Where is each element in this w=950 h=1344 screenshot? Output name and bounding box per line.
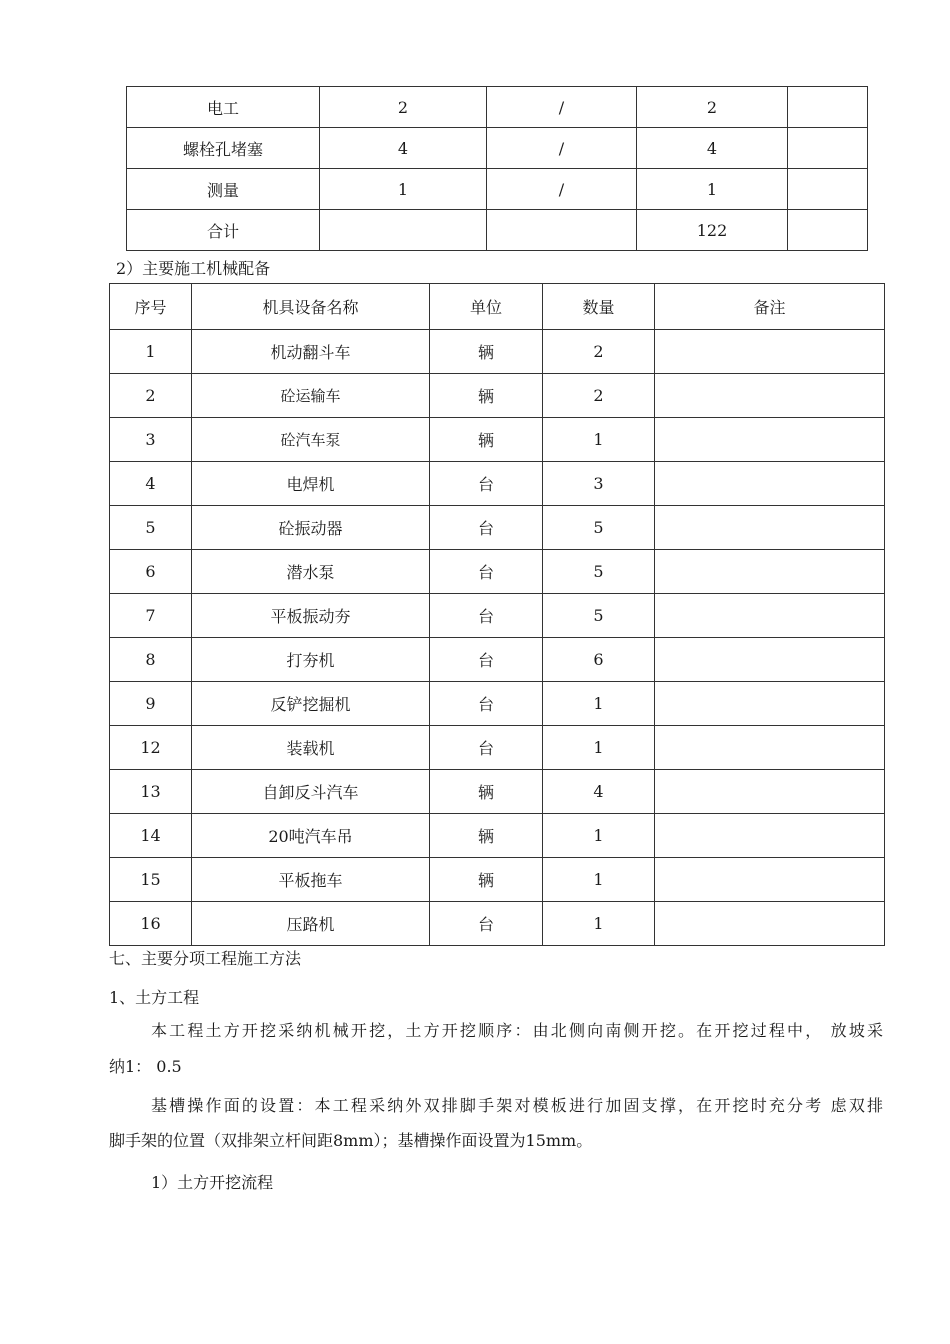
paragraph2-line1: 基槽操作面的设置：本工程采纳外双排脚手架对模板进行加固支撑，在开挖时充分考 虑双排 <box>151 1096 883 1115</box>
equipment-row <box>110 550 885 594</box>
equipment-cell-remarks <box>655 770 885 814</box>
equipment-cell-quantity: 1 <box>543 682 655 726</box>
equipment-cell-name: 反铲挖掘机 <box>192 682 430 726</box>
equipment-row <box>110 506 885 550</box>
equipment-cell-quantity: 5 <box>543 594 655 638</box>
equipment-cell-index: 8 <box>110 638 192 682</box>
equipment-cell-index: 12 <box>110 726 192 770</box>
paragraph1-line2: 纳1： 0.5 <box>109 1057 182 1076</box>
equipment-cell-unit: 台 <box>430 506 543 550</box>
equipment-row <box>110 902 885 946</box>
equipment-cell-name: 自卸反斗汽车 <box>192 770 430 814</box>
equipment-cell-name: 砼振动器 <box>192 506 430 550</box>
labor-cell-count-b <box>487 210 637 251</box>
equipment-cell-quantity: 2 <box>543 330 655 374</box>
header-unit: 单位 <box>430 284 543 330</box>
equipment-cell-name: 砼运输车 <box>192 374 430 418</box>
labor-cell-count-b: / <box>487 128 637 169</box>
equipment-row <box>110 594 885 638</box>
labor-row <box>127 128 868 169</box>
equipment-cell-index: 9 <box>110 682 192 726</box>
labor-cell-note <box>788 128 868 169</box>
equipment-row <box>110 770 885 814</box>
equipment-row <box>110 682 885 726</box>
equipment-row <box>110 726 885 770</box>
equipment-cell-remarks <box>655 418 885 462</box>
section-heading: 七、主要分项工程施工方法 <box>109 949 302 968</box>
labor-cell-role: 测量 <box>127 169 320 210</box>
equipment-cell-name: 潜水泵 <box>192 550 430 594</box>
labor-row <box>127 169 868 210</box>
labor-cell-total: 2 <box>637 87 788 128</box>
labor-cell-total: 4 <box>637 128 788 169</box>
header-quantity: 数量 <box>543 284 655 330</box>
labor-cell-total: 1 <box>637 169 788 210</box>
equipment-cell-quantity: 6 <box>543 638 655 682</box>
subitem-heading: 1）土方开挖流程 <box>151 1173 274 1192</box>
equipment-cell-remarks <box>655 506 885 550</box>
equipment-cell-remarks <box>655 858 885 902</box>
equipment-cell-unit: 台 <box>430 902 543 946</box>
equipment-cell-name: 电焊机 <box>192 462 430 506</box>
equipment-cell-remarks <box>655 462 885 506</box>
equipment-cell-name: 砼汽车泵 <box>192 418 430 462</box>
equipment-cell-name: 装载机 <box>192 726 430 770</box>
equipment-cell-name: 平板拖车 <box>192 858 430 902</box>
labor-cell-count-a: 4 <box>320 128 487 169</box>
labor-row <box>127 210 868 251</box>
equipment-cell-remarks <box>655 638 885 682</box>
equipment-cell-index: 1 <box>110 330 192 374</box>
equipment-cell-index: 3 <box>110 418 192 462</box>
equipment-cell-unit: 台 <box>430 594 543 638</box>
labor-cell-count-b: / <box>487 169 637 210</box>
labor-table-body <box>127 87 868 251</box>
labor-cell-note <box>788 210 868 251</box>
equipment-cell-index: 6 <box>110 550 192 594</box>
subsection-heading: 1、土方工程 <box>109 988 200 1007</box>
labor-cell-count-b: / <box>487 87 637 128</box>
equipment-row <box>110 330 885 374</box>
equipment-cell-remarks <box>655 726 885 770</box>
equipment-cell-name: 打夯机 <box>192 638 430 682</box>
equipment-cell-unit: 台 <box>430 550 543 594</box>
labor-cell-count-a: 2 <box>320 87 487 128</box>
labor-cell-note <box>788 87 868 128</box>
equipment-title: 2）主要施工机械配备 <box>116 259 271 278</box>
equipment-cell-remarks <box>655 682 885 726</box>
equipment-cell-remarks <box>655 550 885 594</box>
equipment-cell-quantity: 1 <box>543 814 655 858</box>
labor-cell-role: 螺栓孔堵塞 <box>127 128 320 169</box>
equipment-cell-name: 20吨汽车吊 <box>192 814 430 858</box>
equipment-cell-quantity: 4 <box>543 770 655 814</box>
labor-cell-note <box>788 169 868 210</box>
equipment-cell-index: 16 <box>110 902 192 946</box>
equipment-cell-remarks <box>655 902 885 946</box>
equipment-cell-index: 7 <box>110 594 192 638</box>
equipment-cell-unit: 辆 <box>430 418 543 462</box>
equipment-cell-quantity: 1 <box>543 418 655 462</box>
equipment-cell-quantity: 1 <box>543 902 655 946</box>
equipment-cell-unit: 台 <box>430 682 543 726</box>
equipment-cell-unit: 辆 <box>430 770 543 814</box>
equipment-cell-index: 5 <box>110 506 192 550</box>
equipment-cell-index: 15 <box>110 858 192 902</box>
equipment-row <box>110 638 885 682</box>
paragraph2-line2: 脚手架的位置（双排架立杆间距8mm）；基槽操作面设置为15mm。 <box>109 1131 593 1150</box>
equipment-table <box>109 283 885 946</box>
equipment-row <box>110 462 885 506</box>
equipment-table-body <box>110 330 885 946</box>
equipment-cell-remarks <box>655 594 885 638</box>
equipment-cell-unit: 辆 <box>430 814 543 858</box>
equipment-cell-remarks <box>655 330 885 374</box>
equipment-cell-name: 机动翻斗车 <box>192 330 430 374</box>
equipment-cell-remarks <box>655 374 885 418</box>
equipment-cell-index: 4 <box>110 462 192 506</box>
equipment-cell-unit: 辆 <box>430 374 543 418</box>
equipment-cell-name: 平板振动夯 <box>192 594 430 638</box>
equipment-row <box>110 374 885 418</box>
labor-cell-count-a: 1 <box>320 169 487 210</box>
labor-table <box>126 86 868 251</box>
equipment-cell-name: 压路机 <box>192 902 430 946</box>
equipment-row <box>110 814 885 858</box>
labor-cell-role: 合计 <box>127 210 320 251</box>
equipment-cell-quantity: 5 <box>543 506 655 550</box>
equipment-cell-quantity: 1 <box>543 858 655 902</box>
equipment-cell-quantity: 3 <box>543 462 655 506</box>
equipment-cell-index: 14 <box>110 814 192 858</box>
equipment-header-row <box>110 284 885 330</box>
header-name: 机具设备名称 <box>192 284 430 330</box>
equipment-cell-unit: 辆 <box>430 330 543 374</box>
equipment-row <box>110 858 885 902</box>
equipment-cell-quantity: 1 <box>543 726 655 770</box>
labor-cell-role: 电工 <box>127 87 320 128</box>
header-index: 序号 <box>110 284 192 330</box>
equipment-cell-unit: 台 <box>430 462 543 506</box>
equipment-cell-unit: 台 <box>430 726 543 770</box>
equipment-cell-quantity: 2 <box>543 374 655 418</box>
labor-cell-count-a <box>320 210 487 251</box>
equipment-cell-remarks <box>655 814 885 858</box>
header-remarks: 备注 <box>655 284 885 330</box>
equipment-row <box>110 418 885 462</box>
equipment-cell-index: 13 <box>110 770 192 814</box>
labor-cell-total: 122 <box>637 210 788 251</box>
equipment-cell-unit: 台 <box>430 638 543 682</box>
equipment-cell-quantity: 5 <box>543 550 655 594</box>
equipment-cell-index: 2 <box>110 374 192 418</box>
labor-row <box>127 87 868 128</box>
equipment-cell-unit: 辆 <box>430 858 543 902</box>
paragraph1-line1: 本工程土方开挖采纳机械开挖，土方开挖顺序：由北侧向南侧开挖。在开挖过程中， 放坡采 <box>151 1021 883 1040</box>
